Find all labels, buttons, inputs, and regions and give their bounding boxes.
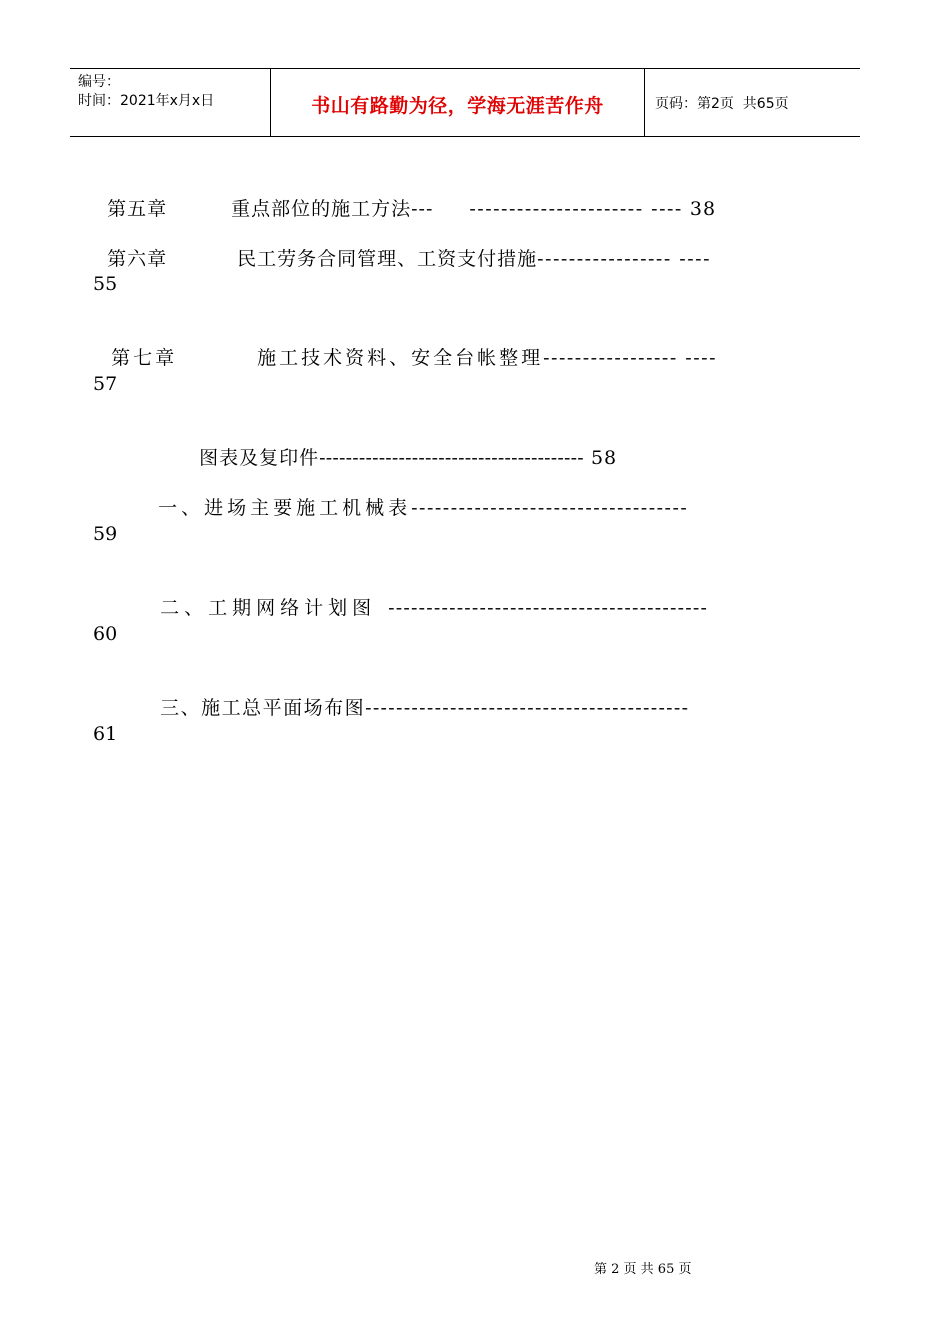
toc-page-number: 58 bbox=[590, 447, 618, 469]
toc-page-number-chapter-7: 57 bbox=[93, 373, 118, 395]
header-meta-cell bbox=[70, 69, 271, 136]
toc-chapter-label: 第七章 bbox=[111, 347, 178, 369]
document-time-label: 时间：2021年x月x日 bbox=[78, 93, 215, 109]
toc-leader: ----------------------------------- bbox=[411, 497, 689, 519]
toc-page-number-item-1: 59 bbox=[93, 523, 118, 545]
toc-entry-chapter-5[interactable] bbox=[93, 173, 716, 221]
page-header bbox=[70, 68, 860, 137]
toc-entry-chapter-6[interactable] bbox=[93, 223, 711, 271]
toc-title: 图表及复印件 bbox=[199, 447, 320, 469]
toc-title: 重点部位的施工方法--- bbox=[231, 198, 434, 220]
toc-entry-chapter-7[interactable] bbox=[93, 322, 717, 370]
toc-title: 二、工期网络计划图 bbox=[160, 597, 377, 619]
page-footer: 第 2 页 共 65 页 bbox=[594, 1262, 692, 1277]
header-page-cell bbox=[645, 69, 860, 136]
toc-page-number: 38 bbox=[689, 198, 717, 220]
toc-title: 一、进场主要施工机械表 bbox=[158, 497, 412, 519]
toc-page-number-item-3: 61 bbox=[93, 723, 118, 745]
header-page-info: 页码：第2页 共65页 bbox=[655, 95, 789, 112]
toc-entry-charts[interactable] bbox=[185, 422, 617, 470]
toc-page-number-item-2: 60 bbox=[93, 623, 118, 645]
toc-entry-site-plan[interactable] bbox=[145, 672, 689, 720]
toc-leader: ------------------------------------------ bbox=[365, 697, 690, 719]
toc-title: 三、施工总平面场布图 bbox=[160, 697, 366, 719]
toc-leader: ----------------- ---- bbox=[543, 347, 717, 369]
header-motto: 书山有路勤为径，学海无涯苦作舟 bbox=[311, 95, 604, 117]
toc-leader: ----------------- ---- bbox=[537, 248, 711, 270]
toc-chapter-label: 第六章 bbox=[107, 248, 168, 270]
toc-entry-network-plan[interactable] bbox=[138, 572, 708, 620]
toc-chapter-label: 第五章 bbox=[107, 198, 168, 220]
toc-entry-machinery-table[interactable] bbox=[138, 472, 688, 520]
toc-page-number-chapter-6: 55 bbox=[93, 273, 118, 295]
document-number-label: 编号： bbox=[78, 74, 120, 90]
toc-title: 施工技术资料、安全台帐整理 bbox=[257, 347, 544, 369]
toc-leader: ---------------------- ---- bbox=[469, 198, 683, 220]
toc-leader: ------------------------------------------ bbox=[388, 597, 709, 619]
toc-title: 民工劳务合同管理、工资支付措施 bbox=[237, 248, 538, 270]
toc-leader: ---------------------------------------- bbox=[319, 447, 584, 469]
header-motto-cell bbox=[271, 69, 645, 136]
